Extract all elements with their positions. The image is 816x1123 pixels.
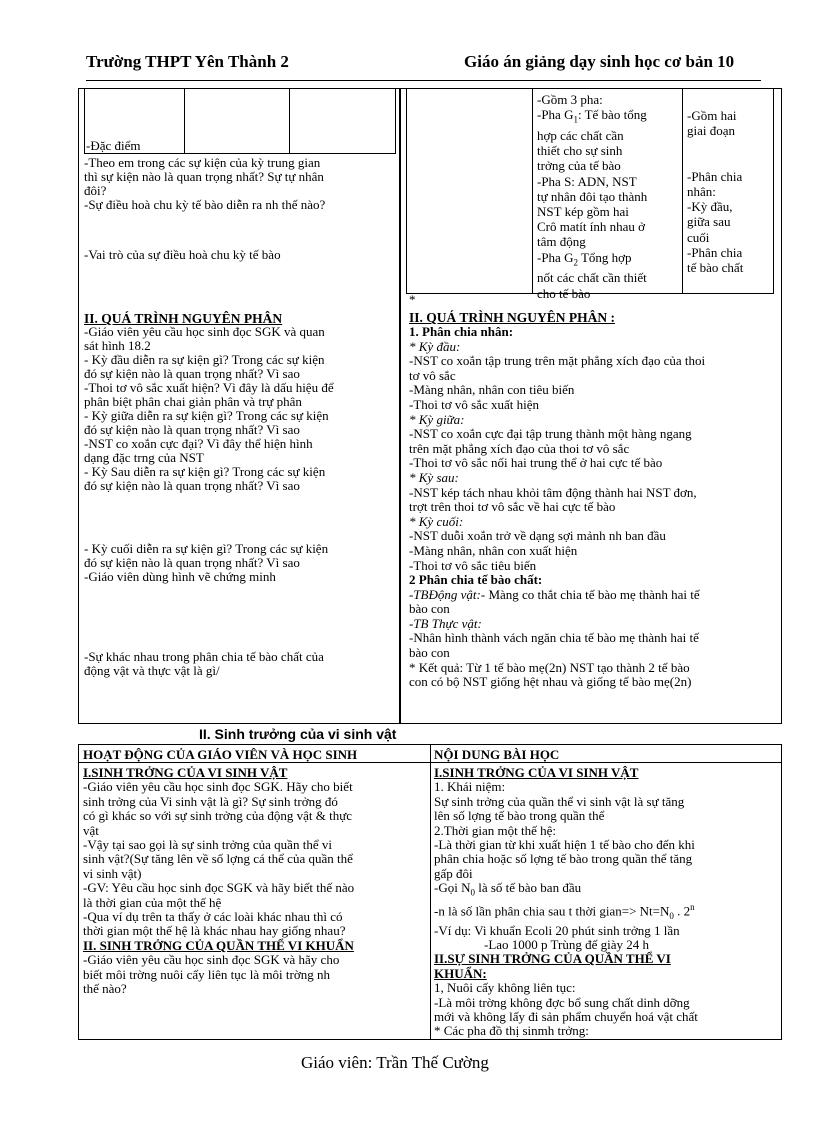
header-subject: Giáo án giảng dạy sinh học cơ bản 10 [464,52,735,71]
division-cell: -Gồm hai giai đoạn -Phân chia nhân: -Kỳ đầu, giữa sau cuối -Phân chia tế bào chất [687,108,744,276]
left-mitosis-text: -Giáo viên yêu cầu học sinh đọc SGK và quan sát hình 18.2 - Kỳ đầu diễn ra sự kiện gì? Trong các sự kiện đó sự kiện nào là quan trọng nhất? Vì sao -Thoi tơ vô sắc xuất hiện? Vì đây là dấu hiệu để phân biệt phân chai giản phân và trự phân - Kỳ giữa diễn ra sự kiện gì? Trong các sự kiện đó sự kiện nào là quan trọng nhất? Vì sao -NST co xoắn cực đại? Vì đây thể hiện hình dạng đặc trng của NST - Kỳ Sau diễn ra sự kiện gì? Trong các sự kiện đó sự kiện nào là quan trọng nhất? Vì sao [84,324,334,493]
part2-table-divider [430,744,431,1040]
left-mini-table-divider [289,88,290,154]
left-section-title: II. QUÁ TRÌNH NGUYÊN PHÂN [84,311,283,326]
star-mark: * [409,292,416,307]
header-rule [86,80,761,81]
left-telophase-text: - Kỳ cuối diễn ra sự kiện gì? Trong các sự kiện đó sự kiện nào là quan trọng nhất? Vì sao -Giáo viên dùng hình vẽ chứng minh [84,541,329,584]
left-text: -Theo em trong các sự kiện của kỳ trung gian thì sự kiện nào là quan trọng nhất? Sự tự nhân đôi? -Sự điều hoà chu kỳ tế bào diễn ra nh thế nào? [84,155,326,212]
right-mitosis-text: 1. Phân chia nhân: * Kỳ đầu: -NST co xoắn tập trung trên mặt phẳng xích đạo của thoi tơ vô sắc -Màng nhân, nhân con tiêu biến -Thoi tơ vô sắc xuất hiện * Kỳ giữa: -NST co xoắn cực đại tập trung thành một hàng ngang trên mặt phẳng xích đạo của thoi tơ vô sắc -Thoi tơ vô sắc nối hai trung thể ở hai cực tế bào * Kỳ sau: -NST kép tách nhau khỏi tâm động thành hai NST đơn, trợt trên thoi tơ vô sắc về hai cực tế bào * Kỳ cuối: -NST duỗi xoắn trở về dạng sợi mảnh nh ban đầu -Màng nhân, nhân con xuất hiện -Thoi tơ vô sắc tiêu biến 2 Phân chia tế bào chất: -TBĐộng vật:- Màng co thắt chia tế bào mẹ thành hai tế bào con -TB Thực vật: -Nhân hình thành vách ngăn chia tế bào mẹ thành hai tế bào con * Kết quả: Từ 1 tế bào mẹ(2n) NST tạo thành 2 tế bào con có bộ NST giống hệt nhau và giống tế bào mẹ(2n) [409,324,706,690]
part2-right-text: I.SINH TRỞNG CỦA VI SINH VẬT 1. Khái niệm: Sự sinh trởng của quần thể vi sinh vật là sự tăng lên số lợng tế bào trong quần thể 2.Thời gian một thế hệ: -Là thời gian từ khi xuất hiện 1 tế bào cho đến khi phân chia hoặc số lợng tế bào trong quần thể tăng gấp đôi -Gọi $N_0$ là số tế bào ban đầu -n là số lần phân chia sau t thời gian=> $Nt=N_0$ . 2$^n$ -Ví dụ: Vi khuẩn Ecoli 20 phút sinh trởng 1 lần -Lao 1000 p Trùng đế giày 24 h II.SỰ SINH TRỞNG CỦA QUẦN THỂ VI KHUẨN: 1, Nuôi cấy không liên tục: -Là môi trờng không đợc bổ sung chất dinh dỡng mới và không lấy đi sản phẩm chuyển hoá vật chất * Các pha đồ thị sinmh trởng: [434,765,698,1039]
right-mini-table-divider [682,88,683,294]
part2-title: II. Sinh trưởng của vi sinh vật [199,726,397,742]
part2-header-rule [78,762,782,763]
header-school: Trường THPT Yên Thành 2 [86,52,289,71]
left-mini-table-divider [184,88,185,154]
right-section-title: II. QUÁ TRÌNH NGUYÊN PHÂN : [409,310,616,325]
col-head-content: NỘI DUNG BÀI HỌC [434,747,560,762]
cell-label: -Đặc điểm [86,138,141,153]
col-head-activity: HOẠT ĐỘNG CỦA GIÁO VIÊN VÀ HỌC SINH [83,747,358,762]
interphase-cell: -Gồm 3 pha: -Pha $G_1$: Tế bào tổng hợp các chất cần thiết cho sự sinh trởng của tế bào -Pha S: ADN, NST tự nhân đôi tạo thành NST kép gồm hai Crô matít ính nhau ở tâm động -Pha $G_2$ Tổng hợp nốt các chất cần thiết cho tế bào [537,92,648,301]
right-mini-table-divider [532,88,533,294]
part2-left-text: I.SINH TRỞNG CỦA VI SINH VẬT -Giáo viên yêu cầu học sinh đọc SGK. Hãy cho biết sinh trởng của Vi sinh vật là gì? Sự sinh trởng đó có gì khác so với sự sinh trởng của động vật & thực vật -Vậy tại sao gọi là sự sinh trởng của quần thể vi sinh vật?(Sự tăng lên về số lợng cá thể của quần thể vi sinh vật) -GV: Yêu cầu học sinh đọc SGK và hãy biết thế nào là thời gian của một thế hệ -Qua ví dụ trên ta thấy ở các loài khác nhau thì có thời gian một thế hệ là khác nhau hay giống nhau? II. SINH TRỞNG CỦA QUẦN THỂ VI KHUẨN -Giáo viên yêu cầu học sinh đọc SGK và hãy cho biết môi trờng nuôi cấy liên tục là môi trờng nh thế nào? [83,765,355,997]
left-cytokinesis-text: -Sự khác nhau trong phân chia tế bào chất của động vật và thực vật là gì/ [84,649,324,678]
footer-teacher: Giáo viên: Trần Thế Cường [301,1053,489,1072]
left-q3: -Vai trò của sự điều hoà chu kỳ tế bào [84,247,281,262]
